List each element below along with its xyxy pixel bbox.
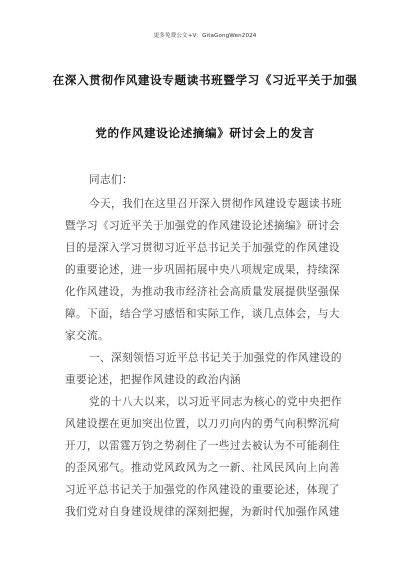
salutation: 同志们： xyxy=(89,174,133,186)
body-line: 暨学习《习近平关于加强党的作风建设论述摘编》研讨会 xyxy=(65,220,340,232)
body-line: 障。下面，结合学习感悟和实际工作，谈几点体会，与大 xyxy=(65,308,340,320)
header-note: 更多免费公文+V：GitaGongWen2024 xyxy=(153,33,257,39)
body-line: 开刀，以雷霆万钧之势刹住了一些过去被认为不可能刹住 xyxy=(65,440,340,452)
body-line: 今天，我们在这里召开深入贯彻作风建设专题读书班 xyxy=(89,198,342,210)
body-line: 我们党对自身建设规律的深刻把握，为新时代加强作风建 xyxy=(65,506,340,518)
body-line: 的歪风邪气。推动党风政风为之一新、社风民风向上向善 xyxy=(65,462,340,474)
section-heading: 重要论述，把握作风建设的政治内涵 xyxy=(65,374,241,386)
body-line: 目的是深入学习贯彻习近平总书记关于加强党的作风建设 xyxy=(65,242,340,254)
body-line: 习近平总书记关于加强党的作风建设的重要论述，体现了 xyxy=(65,484,340,496)
body-line: 化作风建设，为推动我市经济社会高质量发展提供坚强保 xyxy=(65,286,340,298)
section-heading: 一、深刻领悟习近平总书记关于加强党的作风建设的 xyxy=(89,352,342,364)
body-line: 党的十八大以来，以习近平同志为核心的党中央把作 xyxy=(89,396,342,408)
body-line: 的重要论述，进一步巩固拓展中央八项规定成果，持续深 xyxy=(65,264,340,276)
body-line: 家交流。 xyxy=(65,330,109,342)
title-line-1: 在深入贯彻作风建设专题读书班暨学习《习近平关于加强 xyxy=(52,73,358,87)
body-line: 风建设摆在更加突出位置，以刀刃向内的勇气向积弊沉疴 xyxy=(65,418,340,430)
title-line-2: 党的作风建设论述摘编》研讨会上的发言 xyxy=(95,126,315,140)
